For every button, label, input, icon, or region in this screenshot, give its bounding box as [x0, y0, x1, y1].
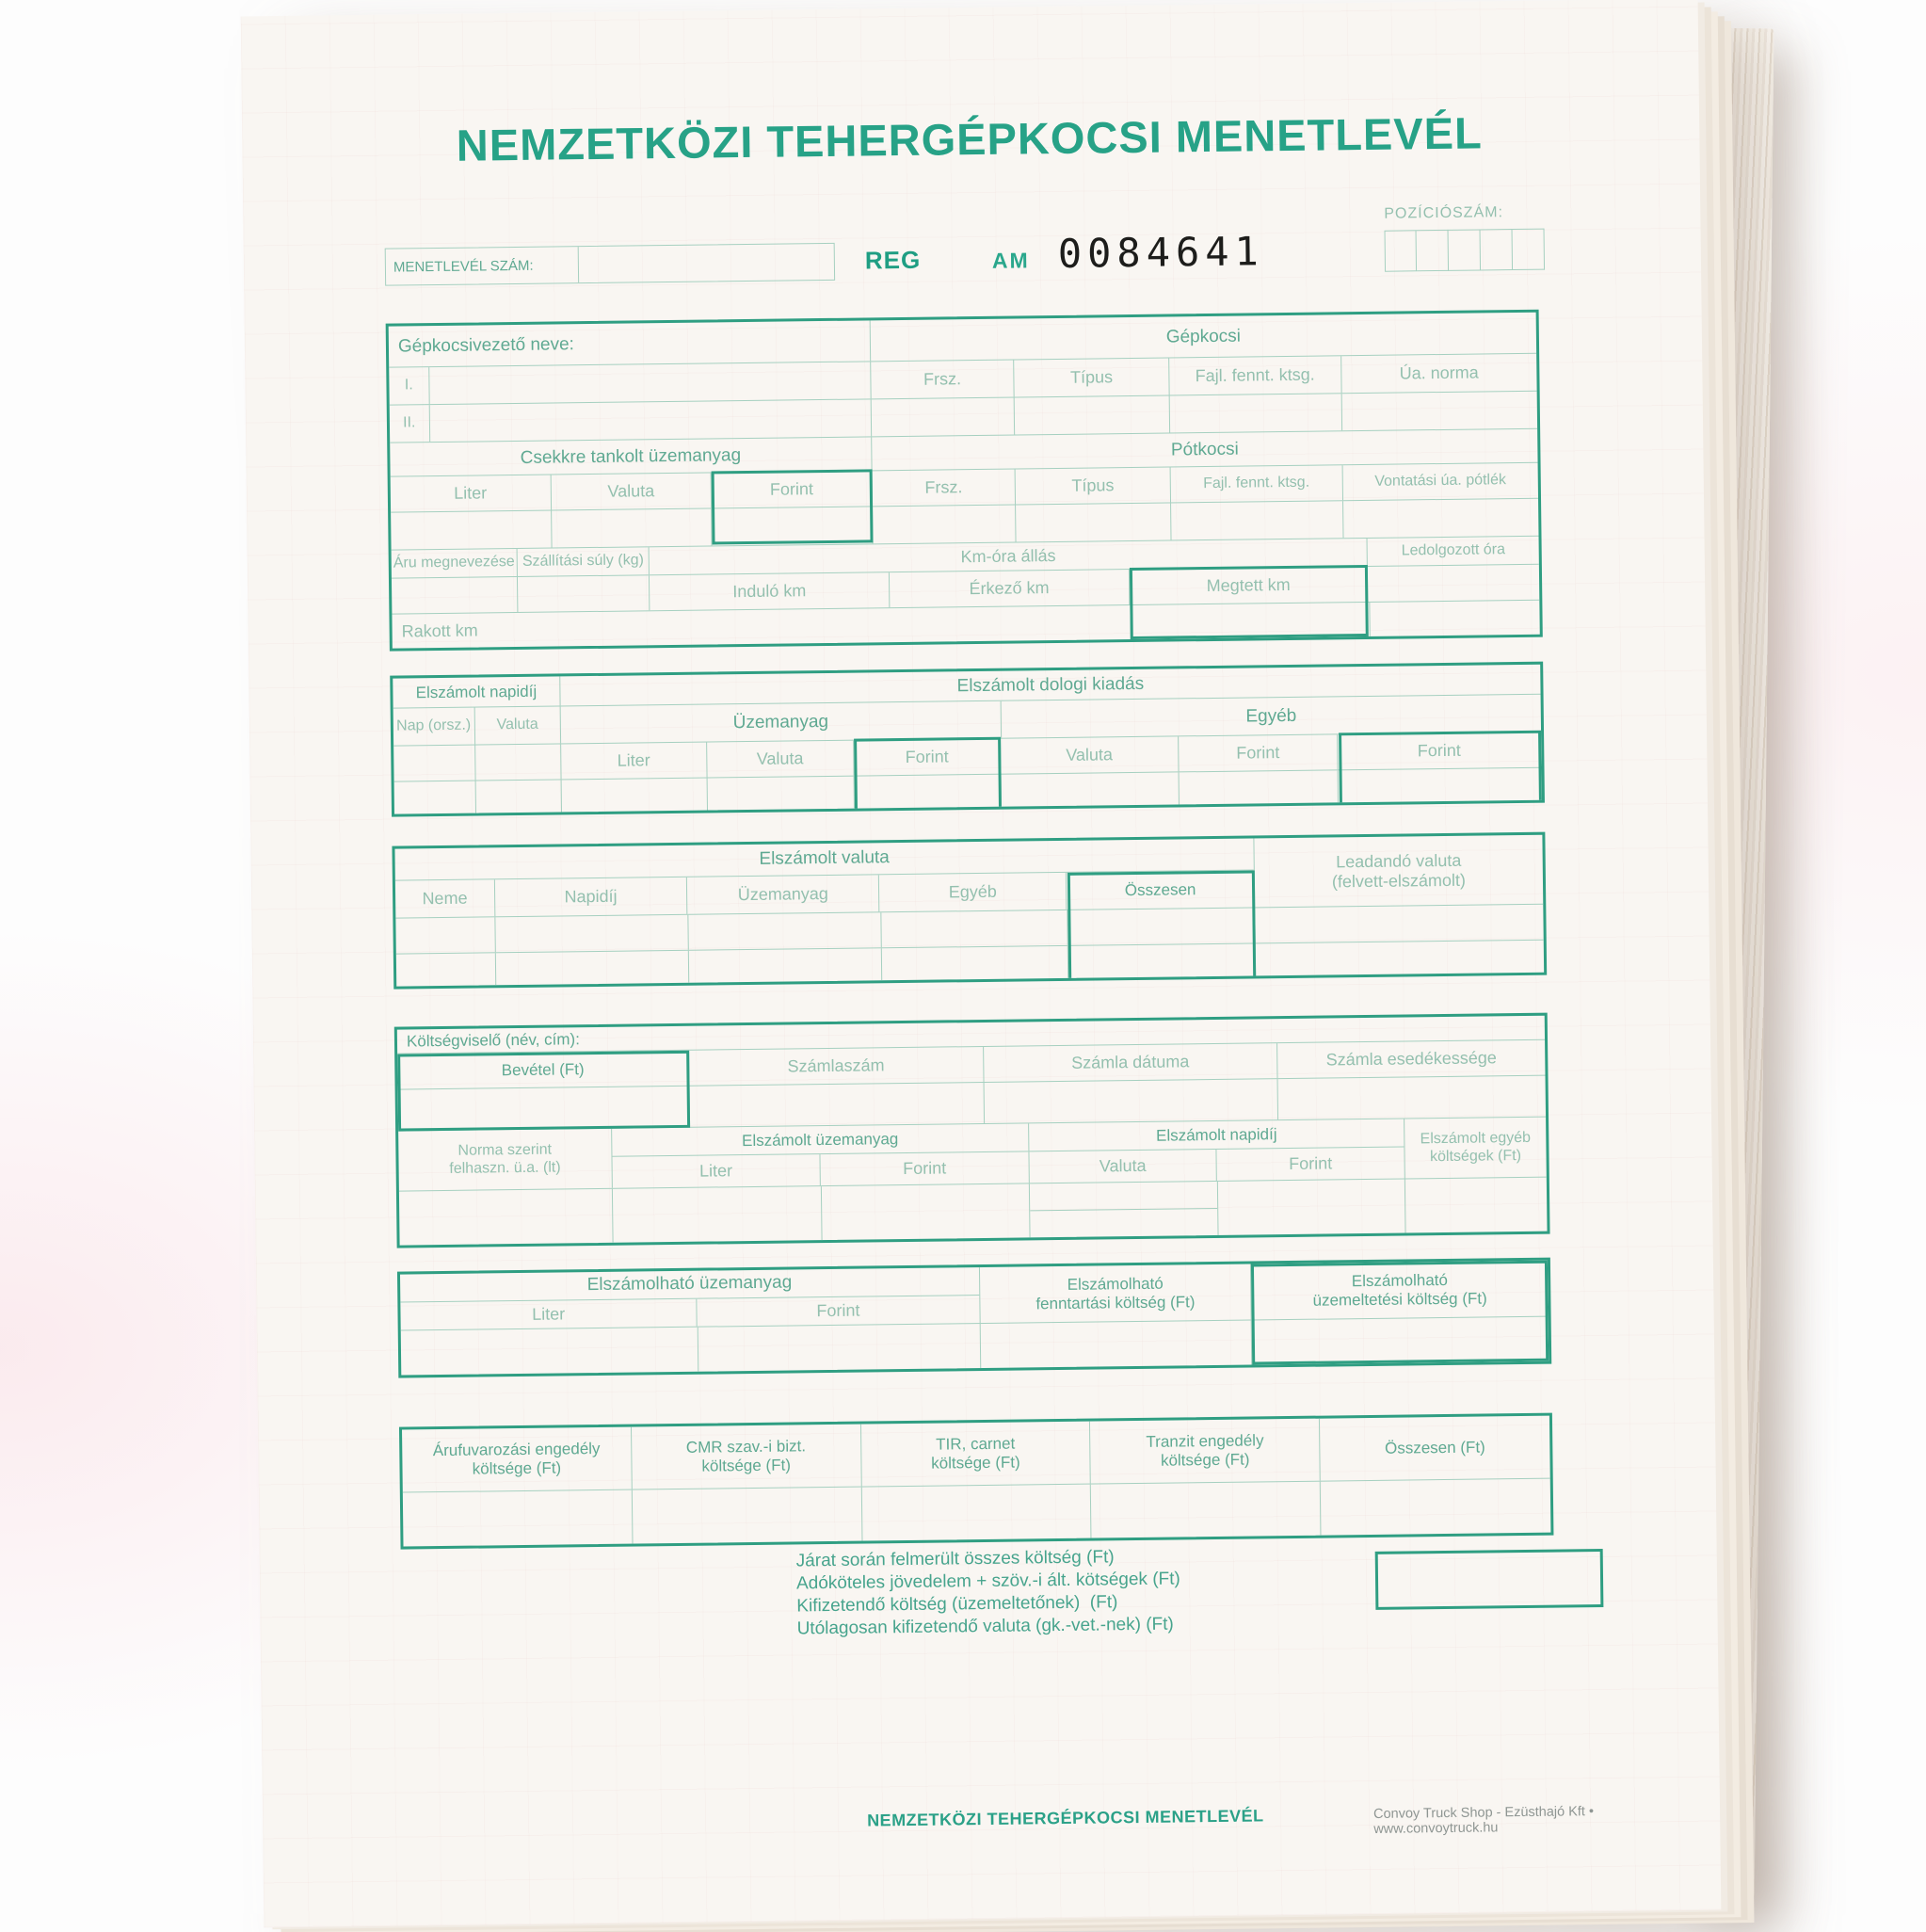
input-cell	[395, 917, 495, 953]
permit-col-tir	[861, 1422, 1092, 1487]
settled-per-diem-valuta-label: Valuta	[1030, 1150, 1217, 1183]
currency-label: Valuta	[474, 706, 561, 744]
truck-col-frsz: Frsz.	[871, 361, 1015, 399]
truck-section-label: Gépkocsi	[1165, 326, 1242, 347]
fuel-col-liter: Liter	[391, 475, 552, 512]
input-cell	[403, 1490, 634, 1550]
settled-other-costs-label	[1404, 1118, 1547, 1179]
fuel-by-check-label: Csekkre tankolt üzemanyag	[390, 437, 872, 475]
claimable-fuel-group-label: Elszámolható üzemanyag	[586, 1272, 793, 1296]
currency-col-napidij: Napidíj	[495, 877, 688, 916]
permit-col-freight	[402, 1427, 633, 1492]
income-label: Bevétel (Ft)	[397, 1051, 689, 1089]
input-cell	[707, 777, 854, 815]
driver-row1-label: I.	[389, 367, 429, 405]
input-cell	[1068, 943, 1256, 982]
claimable-operating-label	[1251, 1261, 1548, 1320]
day-country-label: Nap (orsz.)	[393, 708, 475, 746]
label-line: TIR, carnet	[936, 1435, 1016, 1455]
fuel-valuta-label: Valuta	[707, 741, 854, 778]
position-digit-cell	[1481, 229, 1514, 270]
series-label: AM	[991, 248, 1030, 273]
summary-lines	[796, 1543, 1362, 1640]
label-line: Elszámolható	[1351, 1270, 1449, 1291]
invoice-date-label: Számla dátuma	[984, 1043, 1277, 1082]
input-cell	[1370, 601, 1540, 637]
summary-line-total-cost: Járat során felmerült összes költség (Ft)	[795, 1547, 1115, 1571]
label-line: felhaszn. ü.a. (lt)	[449, 1158, 561, 1177]
weight-label: Szállítási súly (kg)	[518, 547, 650, 576]
input-cell	[873, 506, 1017, 544]
input-cell	[394, 781, 476, 817]
goods-input	[392, 577, 519, 614]
input-cell	[984, 1079, 1278, 1123]
input-cell	[1277, 1076, 1546, 1119]
invoice-due-label: Számla esedékessége	[1325, 1048, 1497, 1070]
invoice-number-label: Számlaszám	[689, 1047, 985, 1086]
label-line: Árufuvarozási engedély	[432, 1440, 601, 1460]
trailer-section-label: Pótkocsi	[1170, 439, 1239, 460]
serial-number: 0084641	[1057, 228, 1265, 277]
input-cell	[1341, 392, 1537, 431]
input-cell	[1179, 770, 1339, 809]
truck-col-tipus: Típus	[1015, 359, 1170, 397]
form-title: NEMZETKÖZI TEHERGÉPKOCSI MENETLEVÉL	[456, 107, 1484, 170]
input-cell	[1015, 396, 1170, 435]
position-number-boxes	[1385, 229, 1546, 272]
claimable-table	[397, 1258, 1551, 1378]
input-cell	[1339, 768, 1541, 808]
position-digit-cell	[1513, 229, 1546, 270]
input-cell	[1091, 1482, 1322, 1544]
input-cell	[1256, 941, 1544, 981]
currency-col-uzemanyag: Üzemanyag	[687, 875, 880, 914]
material-expense-label: Elszámolt dologi kiadás	[956, 673, 1145, 696]
input-cell	[1405, 1178, 1548, 1238]
input-cell	[401, 1328, 698, 1378]
reg-label: REG	[864, 245, 922, 275]
input-cell	[1255, 905, 1543, 943]
currency-col-egyeb: Egyéb	[879, 872, 1067, 911]
waybill-number-input	[579, 244, 834, 282]
input-cell	[854, 775, 1001, 813]
label-line: Elszámolható	[1067, 1274, 1164, 1294]
worked-hours-input	[1368, 565, 1539, 602]
label-line: költsége (Ft)	[701, 1456, 792, 1475]
fuel-group-label: Üzemanyag	[561, 701, 1003, 744]
label-line: költsége (Ft)	[931, 1453, 1020, 1473]
label-line: költsége (Ft)	[1160, 1450, 1250, 1470]
input-cell	[881, 946, 1068, 985]
label-line: Elszámolt egyéb	[1420, 1129, 1532, 1148]
settled-fuel-group-label: Elszámolt üzemanyag	[612, 1123, 1030, 1155]
summary-line-payable-cost: Kifizetendő költség (üzemeltetőnek) (Ft)	[796, 1592, 1118, 1617]
input-cell-split	[1030, 1182, 1218, 1242]
weight-input	[518, 575, 650, 612]
label-line: CMR szav.-i bizt.	[685, 1437, 807, 1457]
position-digit-cell	[1449, 229, 1482, 270]
input-cell	[1321, 1479, 1551, 1541]
input-cell	[1252, 1317, 1549, 1370]
trailer-col-vontatasi: Vontatási úa. pótlék	[1374, 472, 1507, 491]
currency-col-neme: Neme	[395, 879, 495, 918]
fuel-liter-label: Liter	[561, 743, 707, 780]
loaded-km-label: Rakott km	[392, 605, 1131, 650]
other-valuta-label: Valuta	[1001, 736, 1179, 773]
claimable-liter-label: Liter	[400, 1298, 698, 1329]
goods-label: Áru megnevezése	[392, 549, 518, 578]
input-cell	[562, 779, 708, 817]
input-cell	[633, 1488, 863, 1550]
driver-row2-label: II.	[390, 405, 430, 443]
waybill-form-sheet	[241, 0, 1722, 1927]
trailer-col-fajl: Fajl. fennt. ktsg.	[1170, 465, 1342, 502]
norm-fuel-label	[398, 1129, 612, 1191]
input-cell	[495, 915, 688, 952]
input-cell	[1001, 772, 1179, 811]
label-line: (felvett-elszámolt)	[1331, 870, 1467, 891]
input-cell	[821, 1183, 1031, 1245]
driver-2-input	[429, 399, 872, 442]
other-forint2-label: Forint	[1417, 740, 1461, 761]
label-line: költségek (Ft)	[1429, 1147, 1522, 1165]
odometer-total-label: Megtett km	[1130, 567, 1369, 604]
input-cell	[1068, 908, 1256, 944]
footer-publisher: Convoy Truck Shop - Ezüsthajó Kft • www.convoytruck.hu	[1372, 1804, 1595, 1837]
handover-currency-label	[1254, 835, 1543, 908]
other-group-label: Egyéb	[1245, 705, 1297, 727]
input-cell	[688, 912, 881, 949]
input-cell	[698, 1324, 980, 1377]
settled-fuel-forint-label: Forint	[820, 1151, 1030, 1185]
currency-col-osszesen: Összesen	[1124, 879, 1196, 899]
per-diem-label: Elszámolt napidíj	[393, 676, 560, 707]
waybill-number-label: MENETLEVÉL SZÁM:	[386, 247, 579, 285]
trailer-col-tipus: Típus	[1016, 467, 1171, 504]
input-cell	[475, 744, 562, 780]
worked-hours-label: Ledolgozott óra	[1401, 541, 1506, 559]
cost-bearer-table	[394, 1013, 1550, 1248]
label-line: Leadandó valuta	[1336, 850, 1462, 872]
position-number-label: POZÍCIÓSZÁM:	[1384, 204, 1504, 222]
permit-col-transit	[1090, 1419, 1321, 1484]
vehicle-table	[386, 310, 1543, 652]
odometer-label: Km-óra állás	[650, 539, 1368, 574]
settled-fuel-liter-label: Liter	[612, 1154, 821, 1188]
label-line: Összesen (Ft)	[1384, 1438, 1485, 1458]
claimable-maintenance-label	[980, 1264, 1253, 1324]
waybill-number-box	[385, 243, 835, 286]
driver-name-label: Gépkocsivezető neve:	[389, 320, 871, 366]
input-cell	[399, 1189, 613, 1248]
driver-1-input	[429, 362, 872, 404]
input-cell	[861, 1485, 1092, 1547]
label-line: fenntartási költség (Ft)	[1035, 1292, 1196, 1312]
input-cell	[881, 910, 1068, 947]
input-cell	[712, 507, 873, 545]
input-cell	[1171, 501, 1343, 539]
settled-currency-label: Elszámolt valuta	[759, 847, 890, 870]
footer-form-name: NEMZETKÖZI TEHERGÉPKOCSI MENETLEVÉL	[866, 1806, 1264, 1830]
label-line: üzemeltetési költség (Ft)	[1312, 1288, 1487, 1310]
odometer-total-input	[1131, 603, 1370, 640]
fuel-col-forint: Forint	[712, 471, 873, 507]
permits-table	[399, 1413, 1553, 1550]
odometer-arrive-label: Érkező km	[890, 570, 1130, 607]
permit-col-total	[1320, 1416, 1550, 1481]
permit-col-cmr	[632, 1425, 862, 1489]
truck-col-ua-norma: Úa. norma	[1399, 362, 1479, 383]
input-cell	[872, 398, 1016, 437]
input-cell	[689, 948, 882, 987]
fuel-col-valuta: Valuta	[551, 473, 712, 509]
input-cell	[552, 508, 713, 547]
other-forint-label: Forint	[1179, 734, 1339, 771]
currency-table	[392, 832, 1547, 990]
odometer-start-label: Induló km	[650, 572, 890, 610]
label-line: költsége (Ft)	[472, 1458, 562, 1478]
settled-per-diem-forint-label: Forint	[1289, 1153, 1333, 1173]
truck-col-fajl: Fajl. fennt. ktsg.	[1169, 356, 1341, 394]
input-cell	[980, 1321, 1253, 1374]
input-cell	[1343, 499, 1539, 539]
position-digit-cell	[1385, 230, 1418, 271]
input-cell	[496, 951, 689, 990]
settled-per-diem-group-label: Elszámolt napidíj	[1155, 1124, 1277, 1145]
input-cell	[1170, 394, 1342, 432]
input-cell	[393, 746, 475, 781]
label-line: Tranzit engedély	[1146, 1431, 1264, 1452]
input-cell	[475, 780, 562, 816]
input-cell	[1218, 1180, 1406, 1240]
fuel-forint-label: Forint	[854, 739, 1001, 776]
summary-total-box	[1375, 1549, 1604, 1610]
per-diem-table	[390, 662, 1545, 817]
summary-line-taxable-income: Adóköteles jövedelem + szöv.-i ált. kötségek (Ft)	[795, 1569, 1180, 1594]
cost-bearer-label: Költségviselő (név, cím):	[406, 1029, 580, 1051]
input-cell	[689, 1083, 985, 1127]
income-input	[398, 1087, 690, 1131]
input-cell	[613, 1186, 823, 1248]
input-cell	[391, 511, 552, 550]
summary-line-later-payable: Utólagosan kifizetendő valuta (gk.-vet.-nek) (Ft)	[796, 1614, 1174, 1639]
position-digit-cell	[1417, 230, 1450, 271]
claimable-forint-label: Forint	[816, 1300, 860, 1321]
input-cell	[396, 953, 497, 989]
trailer-col-frsz: Frsz.	[873, 470, 1017, 507]
label-line: Norma szerint	[457, 1141, 553, 1159]
input-cell	[1016, 503, 1171, 541]
